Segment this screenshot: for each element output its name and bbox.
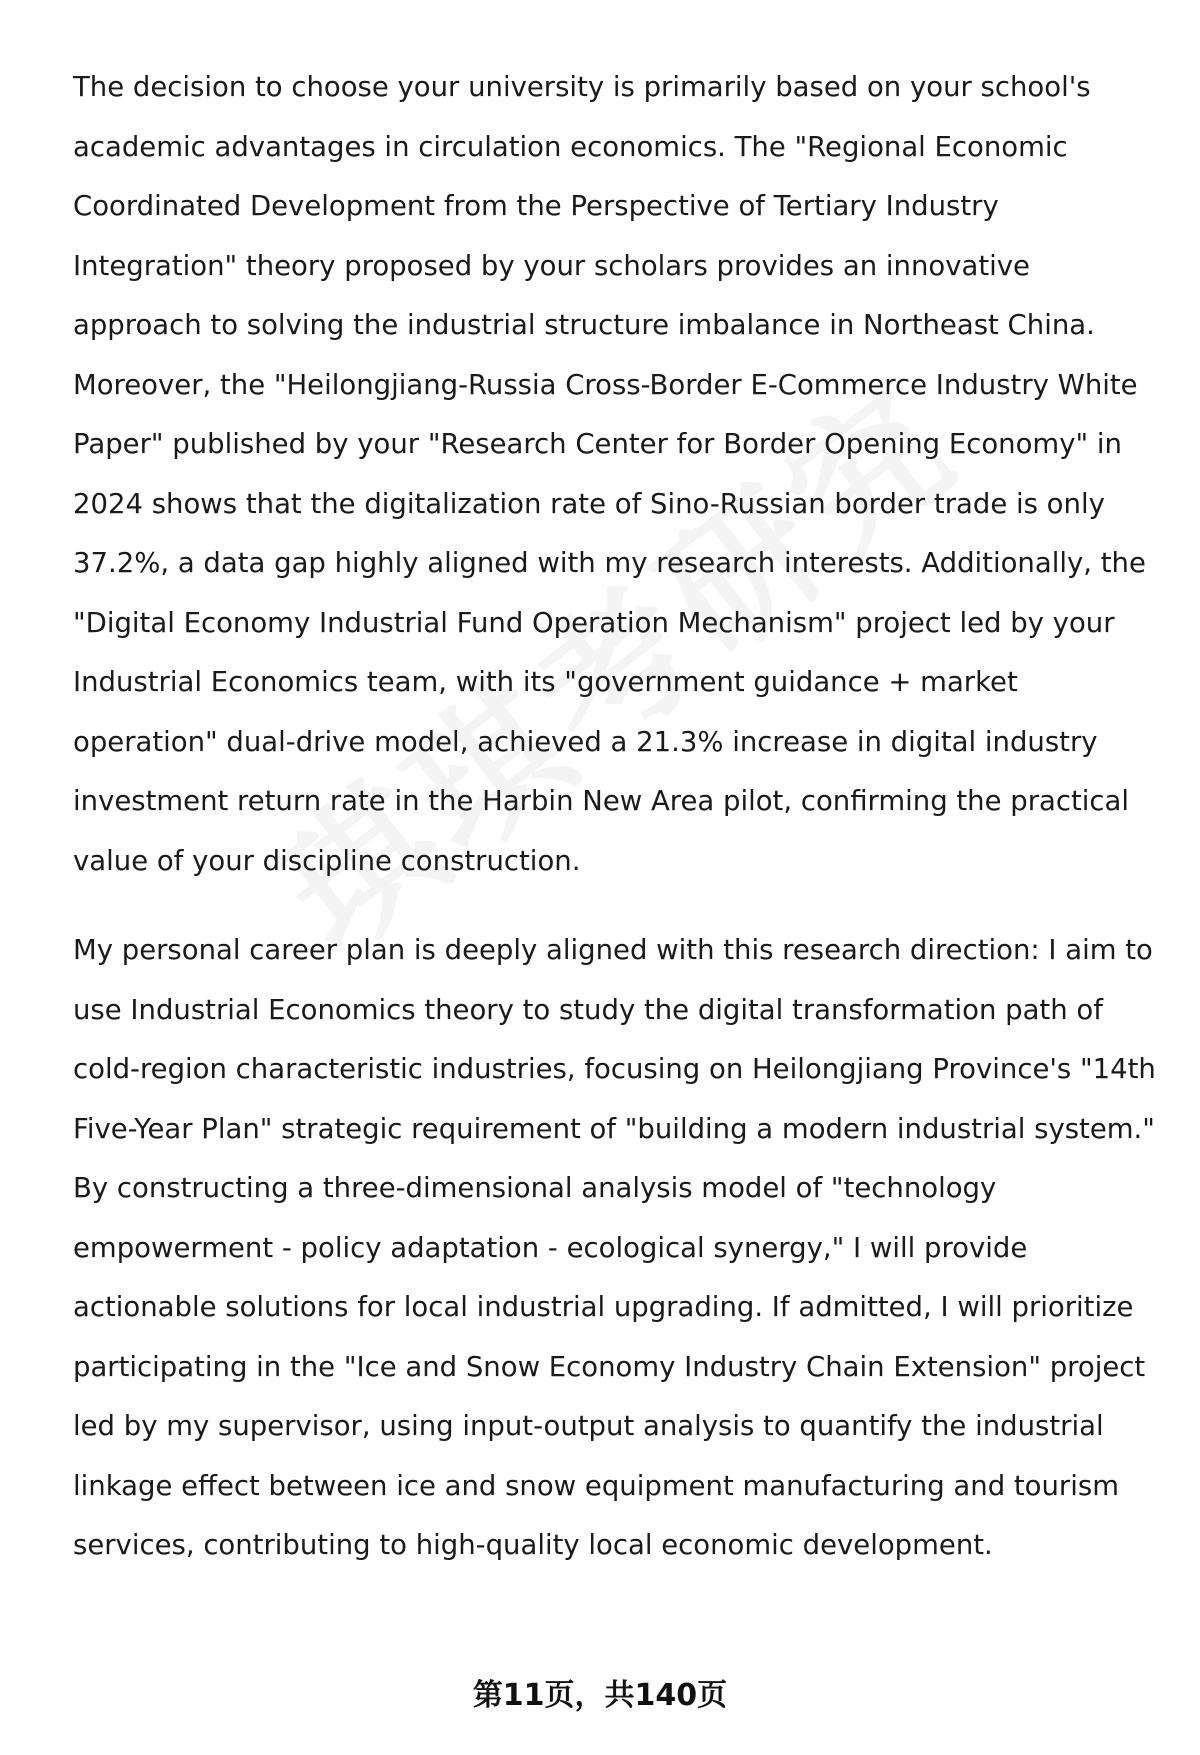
paragraph-university-choice: The decision to choose your university is primarily based on your school's academic advantages in circulation economics. The "Regional Economic Coordinated Development from the Perspective of Tertiary Industry Integration" theory proposed by your scholars provides an innovative approach to solving the industrial structure imbalance in Northeast China. Moreover, the "Heilongjiang-Russia Cross-Border E-Commerce Industry White Paper" published by your "Research Center for Border Opening Economy" in 2024 shows that the digitalization rate of Sino-Russian border trade is only 37.2%, a data gap highly aligned with my research interests. Additionally, the "Digital Economy Industrial Fund Operation Mechanism" project led by your Industrial Economics team, with its "government guidance + market operation" dual-drive model, achieved a 21.3% increase in digital industry investment return rate in the Harbin New Area pilot, confirming the practical value of your discipline construction. <box>73 71 1146 877</box>
paragraph-career-plan: My personal career plan is deeply aligned with this research direction: I aim to use Industrial Economics theory to study the digital transformation path of cold-region characteristic industries, focusing on Heilongjiang Province's "14th Five-Year Plan" strategic requirement of "building a modern industrial system." By constructing a three-dimensional analysis model of "technology empowerment - policy adaptation - ecological synergy," I will provide actionable solutions for local industrial upgrading. If admitted, I will prioritize participating in the "Ice and Snow Economy Industry Chain Extension" project led by my supervisor, using input-output analysis to quantify the industrial linkage effect between ice and snow equipment manufacturing and tourism services, contributing to high-quality local economic development. <box>73 934 1156 1561</box>
document-body <box>73 58 1158 1576</box>
page-number-footer: 第11页，共140页 <box>472 1678 728 1713</box>
